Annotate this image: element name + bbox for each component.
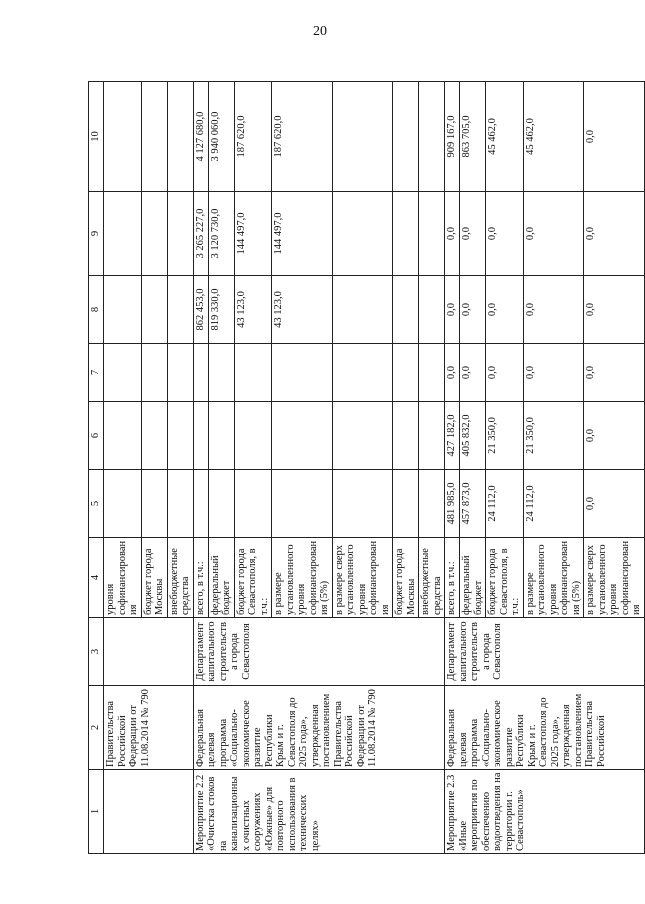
amount-cell — [167, 82, 193, 192]
amount-cell: 862 453,0 — [193, 276, 208, 344]
amount-cell: 0,0 — [523, 344, 584, 402]
amount-cell: 863 705,0 — [460, 82, 486, 192]
column-number: 10 — [89, 82, 104, 192]
amount-cell — [141, 470, 167, 538]
amount-cell — [167, 470, 193, 538]
executor-cell: Департамент капитального строительства города Севастополя — [445, 618, 645, 686]
amount-cell — [167, 402, 193, 470]
source-label: всего, в т.ч.: — [445, 538, 460, 618]
column-number: 1 — [89, 770, 104, 854]
amount-cell — [332, 470, 393, 538]
column-number: 5 — [89, 470, 104, 538]
amount-cell — [167, 276, 193, 344]
amount-cell: 427 182,0 — [445, 402, 460, 470]
amount-cell: 144 497,0 — [272, 192, 333, 276]
table-row — [193, 82, 208, 854]
amount-cell — [419, 344, 445, 402]
amount-cell: 3 265 227,0 — [193, 192, 208, 276]
amount-cell: 0,0 — [584, 276, 645, 344]
column-number: 6 — [89, 402, 104, 470]
amount-cell — [141, 344, 167, 402]
amount-cell — [104, 470, 142, 538]
column-number: 3 — [89, 618, 104, 686]
amount-cell — [104, 344, 142, 402]
amount-cell — [234, 402, 272, 470]
amount-cell: 0,0 — [460, 276, 486, 344]
amount-cell — [104, 402, 142, 470]
amount-cell: 0,0 — [460, 192, 486, 276]
source-label: в размере сверх установленного уровня софинансирования — [584, 538, 645, 618]
amount-cell: 0,0 — [584, 470, 645, 538]
program-cell: Правительства Российской Федерации от 11.08.2014 № 790 — [104, 686, 194, 770]
source-label: уровня софинансирования — [104, 538, 142, 618]
amount-cell: 187 620,0 — [234, 82, 272, 192]
amount-cell — [208, 344, 234, 402]
measure-title-cell: Мероприятие 2.3 «Иные мероприятия по обеспечению водоотведения на территории г. Севастополь» — [445, 770, 645, 854]
column-number: 4 — [89, 538, 104, 618]
amount-cell: 144 497,0 — [234, 192, 272, 276]
amount-cell — [332, 402, 393, 470]
amount-cell — [208, 402, 234, 470]
executor-cell — [104, 618, 194, 686]
source-label: всего, в т.ч.: — [193, 538, 208, 618]
source-label: федеральный бюджет — [460, 538, 486, 618]
source-label: в размере установленного уровня софинансирования (5%) — [523, 538, 584, 618]
amount-cell: 0,0 — [584, 402, 645, 470]
source-label: федеральный бюджет — [208, 538, 234, 618]
amount-cell — [141, 402, 167, 470]
amount-cell: 24 112,0 — [486, 470, 524, 538]
amount-cell — [167, 344, 193, 402]
measure-title-cell: Мероприятие 2.2 «Очистка стоков на канализационных очистных сооружениях «Южные» для повторного использования в технических целях» — [193, 770, 445, 854]
amount-cell — [393, 344, 419, 402]
amount-cell — [272, 470, 333, 538]
rotated-table-container — [88, 82, 642, 854]
amount-cell — [272, 402, 333, 470]
column-number: 9 — [89, 192, 104, 276]
amount-cell: 45 462,0 — [486, 82, 524, 192]
source-label: в размере установленного уровня софинансирования (5%) — [272, 538, 333, 618]
source-label: бюджет города Севастополя, в т.ч.: — [486, 538, 524, 618]
amount-cell: 0,0 — [584, 344, 645, 402]
program-cell: Федеральная целевая программа «Социально-экономическое развитие Республики Крым и г. Севастополя до 2025 года», утвержденная постановлением Правительства Российской Федерации от 11.08.2014 № 790 — [193, 686, 445, 770]
amount-cell: 0,0 — [486, 192, 524, 276]
executor-cell: Департамент капитального строительства города Севастополя — [193, 618, 445, 686]
page-number: 20 — [313, 24, 327, 39]
amount-cell — [393, 402, 419, 470]
amount-cell: 21 350,0 — [486, 402, 524, 470]
amount-cell — [419, 402, 445, 470]
amount-cell: 819 330,0 — [208, 276, 234, 344]
amount-cell — [272, 344, 333, 402]
amount-cell — [332, 192, 393, 276]
column-number: 7 — [89, 344, 104, 402]
table-row — [104, 82, 142, 854]
amount-cell — [141, 276, 167, 344]
amount-cell — [393, 82, 419, 192]
amount-cell: 457 873,0 — [460, 470, 486, 538]
amount-cell: 24 112,0 — [523, 470, 584, 538]
amount-cell — [332, 344, 393, 402]
source-label: внебюджетные средства — [419, 538, 445, 618]
amount-cell: 0,0 — [486, 276, 524, 344]
amount-cell — [141, 192, 167, 276]
source-label: внебюджетные средства — [167, 538, 193, 618]
amount-cell — [332, 276, 393, 344]
amount-cell: 0,0 — [445, 344, 460, 402]
amount-cell: 0,0 — [523, 192, 584, 276]
column-number: 8 — [89, 276, 104, 344]
amount-cell — [104, 82, 142, 192]
source-label: бюджет города Севастополя, в т.ч.: — [234, 538, 272, 618]
amount-cell: 3 940 060,0 — [208, 82, 234, 192]
amount-cell — [393, 276, 419, 344]
amount-cell: 0,0 — [486, 344, 524, 402]
column-number-row — [89, 82, 104, 854]
amount-cell: 0,0 — [523, 276, 584, 344]
amount-cell — [234, 470, 272, 538]
amount-cell: 21 350,0 — [523, 402, 584, 470]
amount-cell: 43 123,0 — [234, 276, 272, 344]
column-number: 2 — [89, 686, 104, 770]
amount-cell: 43 123,0 — [272, 276, 333, 344]
amount-cell — [193, 344, 208, 402]
amount-cell: 0,0 — [584, 82, 645, 192]
amount-cell: 0,0 — [445, 192, 460, 276]
source-label: в размере сверх установленного уровня софинансирования — [332, 538, 393, 618]
amount-cell: 4 127 680,0 — [193, 82, 208, 192]
amount-cell — [393, 192, 419, 276]
amount-cell: 0,0 — [584, 192, 645, 276]
amount-cell — [193, 470, 208, 538]
amount-cell — [419, 276, 445, 344]
amount-cell — [419, 470, 445, 538]
amount-cell — [208, 470, 234, 538]
amount-cell — [167, 192, 193, 276]
amount-cell — [193, 402, 208, 470]
amount-cell: 481 985,0 — [445, 470, 460, 538]
amount-cell — [104, 276, 142, 344]
amount-cell — [393, 470, 419, 538]
amount-cell — [332, 82, 393, 192]
amount-cell — [419, 82, 445, 192]
amount-cell: 0,0 — [445, 276, 460, 344]
amount-cell — [104, 192, 142, 276]
amount-cell — [141, 82, 167, 192]
amount-cell: 45 462,0 — [523, 82, 584, 192]
table-row — [445, 82, 460, 854]
source-label: бюджет города Москвы — [393, 538, 419, 618]
measure-title-cell — [104, 770, 194, 854]
program-cell: Федеральная целевая программа «Социально-экономическое развитие Республики Крым и г. Севастополя до 2025 года», утвержденная постановлением Правительства Российской — [445, 686, 645, 770]
amount-cell — [234, 344, 272, 402]
amount-cell: 0,0 — [460, 344, 486, 402]
amount-cell: 3 120 730,0 — [208, 192, 234, 276]
amount-cell: 187 620,0 — [272, 82, 333, 192]
amount-cell: 405 832,0 — [460, 402, 486, 470]
funding-table — [88, 81, 645, 854]
amount-cell: 909 167,0 — [445, 82, 460, 192]
source-label: бюджет города Москвы — [141, 538, 167, 618]
amount-cell — [419, 192, 445, 276]
